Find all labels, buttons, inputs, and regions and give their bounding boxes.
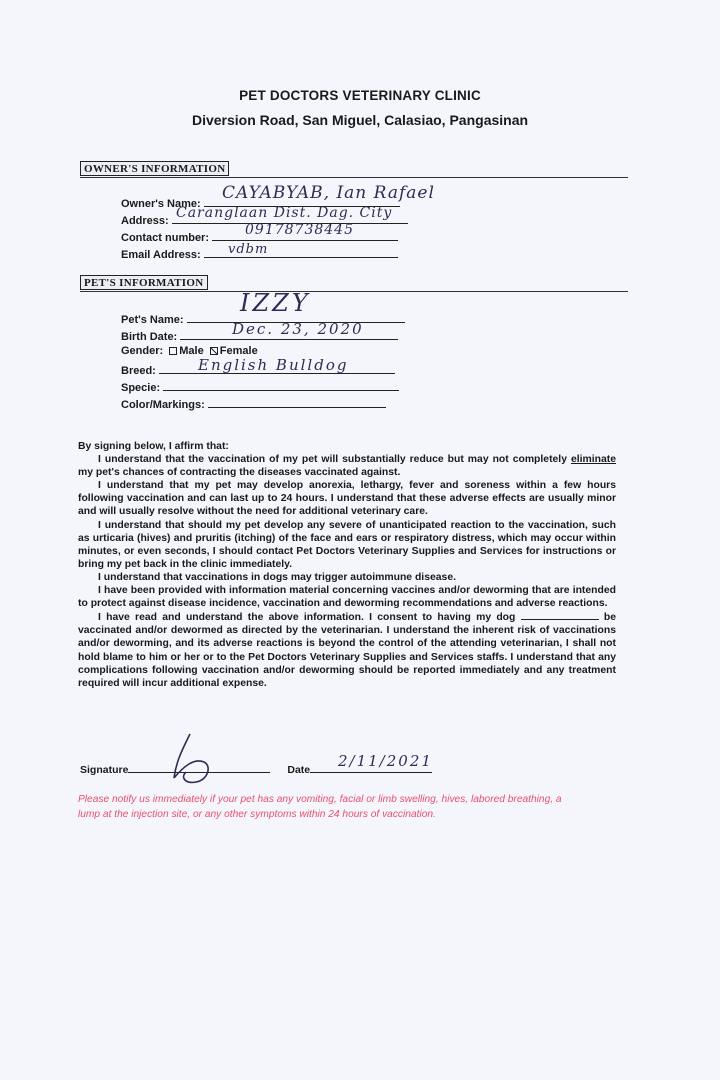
owner-name-value: CAYABYAB, Ian Rafael [222, 183, 435, 203]
female-checkbox[interactable] [210, 347, 218, 355]
consent-paragraph: I have been provided with information material concerning vaccines and/or deworming that are intended to protect against disease incidence, vaccination and deworming recommendations and adverse reactions. [78, 585, 616, 610]
clinic-name: PET DOCTORS VETERINARY CLINIC [239, 88, 481, 103]
male-label: Male [179, 345, 204, 357]
email-value: vdbm [228, 242, 269, 257]
pet-name-value: IZZY [240, 289, 311, 317]
consent-paragraph: I understand that the vaccination of my pet will substantially reduce but may not completely eliminate my pet's chances of contracting the diseases vaccinated against. [78, 454, 616, 479]
color-field [121, 396, 386, 411]
email-label: Email Address: [121, 249, 201, 261]
consent-text [78, 440, 616, 690]
notice-text: Please notify us immediately if your pet has any vomiting, facial or limb swelling, hives, labored breathing, a lump at the injection site, or any other symptoms within 24 hours of vaccination. [78, 794, 562, 820]
specie-line [163, 379, 399, 391]
dog-name-blank[interactable] [521, 610, 599, 620]
address-label: Address: [121, 215, 169, 227]
color-label: Color/Markings: [121, 399, 205, 411]
address-value: Caranglaan Dist. Dag. City [176, 205, 393, 221]
birth-date-label: Birth Date: [121, 331, 178, 343]
specie-field [121, 379, 399, 394]
date-value: 2/11/2021 [338, 752, 433, 770]
contact-label: Contact number: [121, 232, 209, 244]
contact-value: 09178738445 [245, 222, 354, 238]
breed-label: Breed: [121, 365, 156, 377]
male-checkbox[interactable] [169, 347, 177, 355]
consent-intro: By signing below, I affirm that: [78, 441, 229, 452]
clinic-address: Diversion Road, San Miguel, Calasiao, Pangasinan [191, 112, 529, 128]
consent-paragraph: I understand that vaccinations in dogs may trigger autoimmune disease. [98, 571, 456, 583]
color-line [208, 396, 386, 408]
gender-label: Gender: [121, 345, 164, 357]
section-divider [80, 291, 628, 292]
consent-paragraph: I have read and understand the above information. I consent to having my dog be vaccinated and/or dewormed as directed by the veterinarian. I understand the inherent risk of vaccinations and/or deworming, and its adverse reactions is beyond the control of the attending veterinarian, I shall not hold blame to him or her or to the Pet Doctors Veterinary Supplies and Services staffs. I understand that any complications following vaccination and/or deworming should be reported immediately and any treatment required will incur additional expense. [78, 612, 616, 689]
consent-paragraph: I understand that should my pet develop any severe of unanticipated reaction to the vaccination, such as urticaria (hives) and pruritis (itching) of the face and ears or respiratory distress, which may occur within minutes, or even seconds, I should contact Pet Doctors Veterinary Supplies and Services for instructions or bring my pet back in the clinic immediately. [78, 519, 616, 570]
pet-name-label: Pet's Name: [121, 314, 184, 326]
owner-name-label: Owner's Name: [121, 198, 201, 210]
owner-section-title: OWNER'S INFORMATION [80, 161, 229, 176]
signature-scribble [170, 732, 220, 788]
date-label: Date [287, 764, 311, 776]
signature-label: Signature [80, 764, 129, 776]
birth-date-value: Dec. 23, 2020 [232, 320, 364, 338]
section-divider [80, 177, 628, 178]
female-label: Female [219, 345, 258, 357]
specie-label: Specie: [121, 382, 161, 394]
breed-value: English Bulldog [198, 356, 349, 374]
pet-section-title: PET'S INFORMATION [80, 275, 208, 290]
consent-paragraph: I understand that my pet may develop anorexia, lethargy, fever and soreness within a few hours following vaccination and can last up to 24 hours. I understand that these adverse effects are usually minor and will usually resolve without the need for additional veterinary care. [78, 480, 616, 518]
